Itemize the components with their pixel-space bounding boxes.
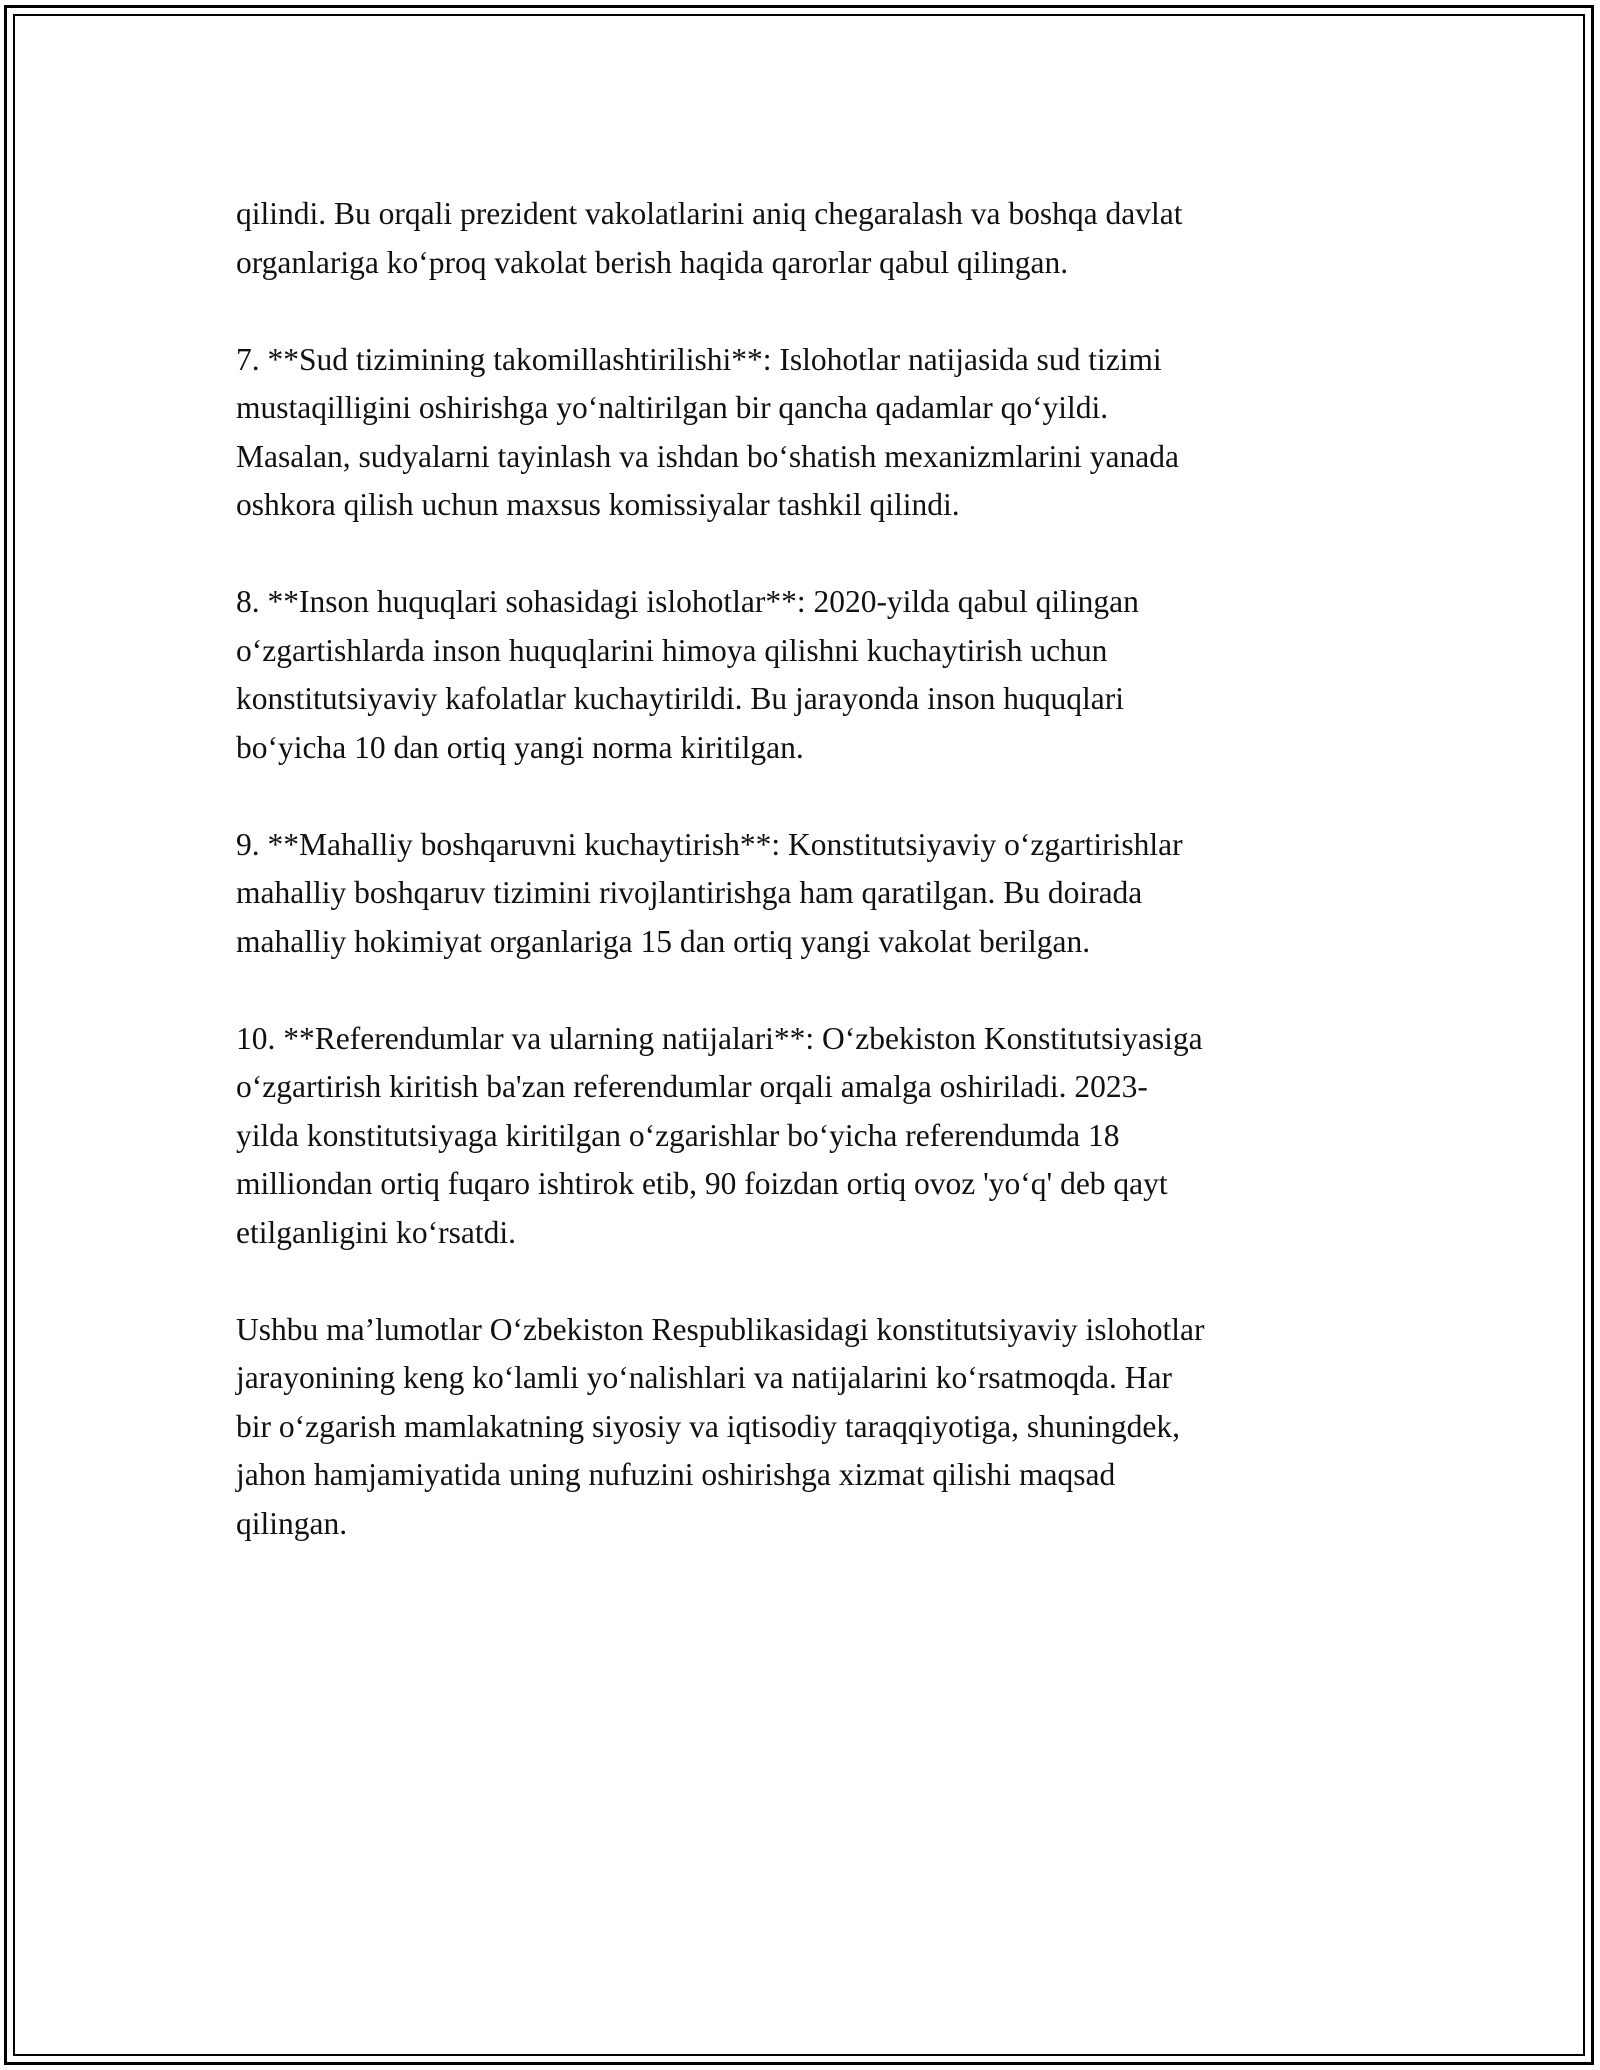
paragraph-item-9 bbox=[236, 821, 1376, 967]
text-line: o‘zgartirish kiritish ba'zan referendumlar orqali amalga oshiriladi. 2023- bbox=[236, 1069, 1148, 1104]
document-body bbox=[236, 190, 1376, 1548]
text-line: qilingan. bbox=[236, 1505, 348, 1541]
text-line: yilda konstitutsiyaga kiritilgan o‘zgarishlar bo‘yicha referendumda 18 bbox=[236, 1117, 1120, 1153]
text-line: bo‘yicha 10 dan ortiq yangi norma kiritilgan. bbox=[236, 729, 804, 765]
text-line: jahon hamjamiyatida uning nufuzini oshirishga xizmat qilishi maqsad bbox=[236, 1457, 1116, 1492]
text-line: 8. **Inson huquqlari sohasidagi islohotlar**: 2020-yilda qabul qilingan bbox=[236, 584, 1139, 619]
text-line: milliondan ortiq fuqaro ishtirok etib, 90 foizdan ortiq ovoz 'yo‘q' deb qayt bbox=[236, 1166, 1168, 1201]
text-line: konstitutsiyaviy kafolatlar kuchaytirildi. Bu jarayonda inson huquqlari bbox=[236, 681, 1124, 716]
text-line: mustaqilligini oshirishga yo‘naltirilgan bir qancha qadamlar qo‘yildi. bbox=[236, 390, 1109, 425]
text-line: 10. **Referendumlar va ularning natijalari**: O‘zbekiston Konstitutsiyasiga bbox=[236, 1020, 1203, 1056]
text-line: 7. **Sud tizimining takomillashtirilishi**: Islohotlar natijasida sud tizimi bbox=[236, 341, 1162, 377]
text-line: Ushbu ma’lumotlar O‘zbekiston Respublikasidagi konstitutsiyaviy islohotlar bbox=[236, 1311, 1205, 1347]
paragraph-conclusion bbox=[236, 1306, 1376, 1549]
text-line: mahalliy boshqaruv tizimini rivojlantirishga ham qaratilgan. Bu doirada bbox=[236, 875, 1143, 910]
paragraph-item-10 bbox=[236, 1015, 1376, 1258]
text-line: jarayonining keng ko‘lamli yo‘nalishlari va natijalarini ko‘rsatmoqda. Har bbox=[236, 1360, 1172, 1395]
text-line: o‘zgartishlarda inson huquqlarini himoya qilishni kuchaytirish uchun bbox=[236, 632, 1108, 668]
paragraph-item-7 bbox=[236, 336, 1376, 530]
text-line: qilindi. Bu orqali prezident vakolatlarini aniq chegaralash va boshqa davlat bbox=[236, 196, 1183, 231]
paragraph-continuation bbox=[236, 190, 1376, 287]
text-line: Masalan, sudyalarni tayinlash va ishdan bo‘shatish mexanizmlarini yanada bbox=[236, 438, 1179, 474]
text-line: organlariga ko‘proq vakolat berish haqida qarorlar qabul qilingan. bbox=[236, 244, 1069, 280]
text-line: mahalliy hokimiyat organlariga 15 dan ortiq yangi vakolat berilgan. bbox=[236, 923, 1091, 959]
text-line: bir o‘zgarish mamlakatning siyosiy va iqtisodiy taraqqiyotiga, shuningdek, bbox=[236, 1408, 1180, 1444]
text-line: oshkora qilish uchun maxsus komissiyalar tashkil qilindi. bbox=[236, 487, 960, 522]
text-line: etilganligini ko‘rsatdi. bbox=[236, 1214, 516, 1250]
paragraph-item-8 bbox=[236, 578, 1376, 772]
text-line: 9. **Mahalliy boshqaruvni kuchaytirish**: Konstitutsiyaviy o‘zgartirishlar bbox=[236, 826, 1183, 862]
